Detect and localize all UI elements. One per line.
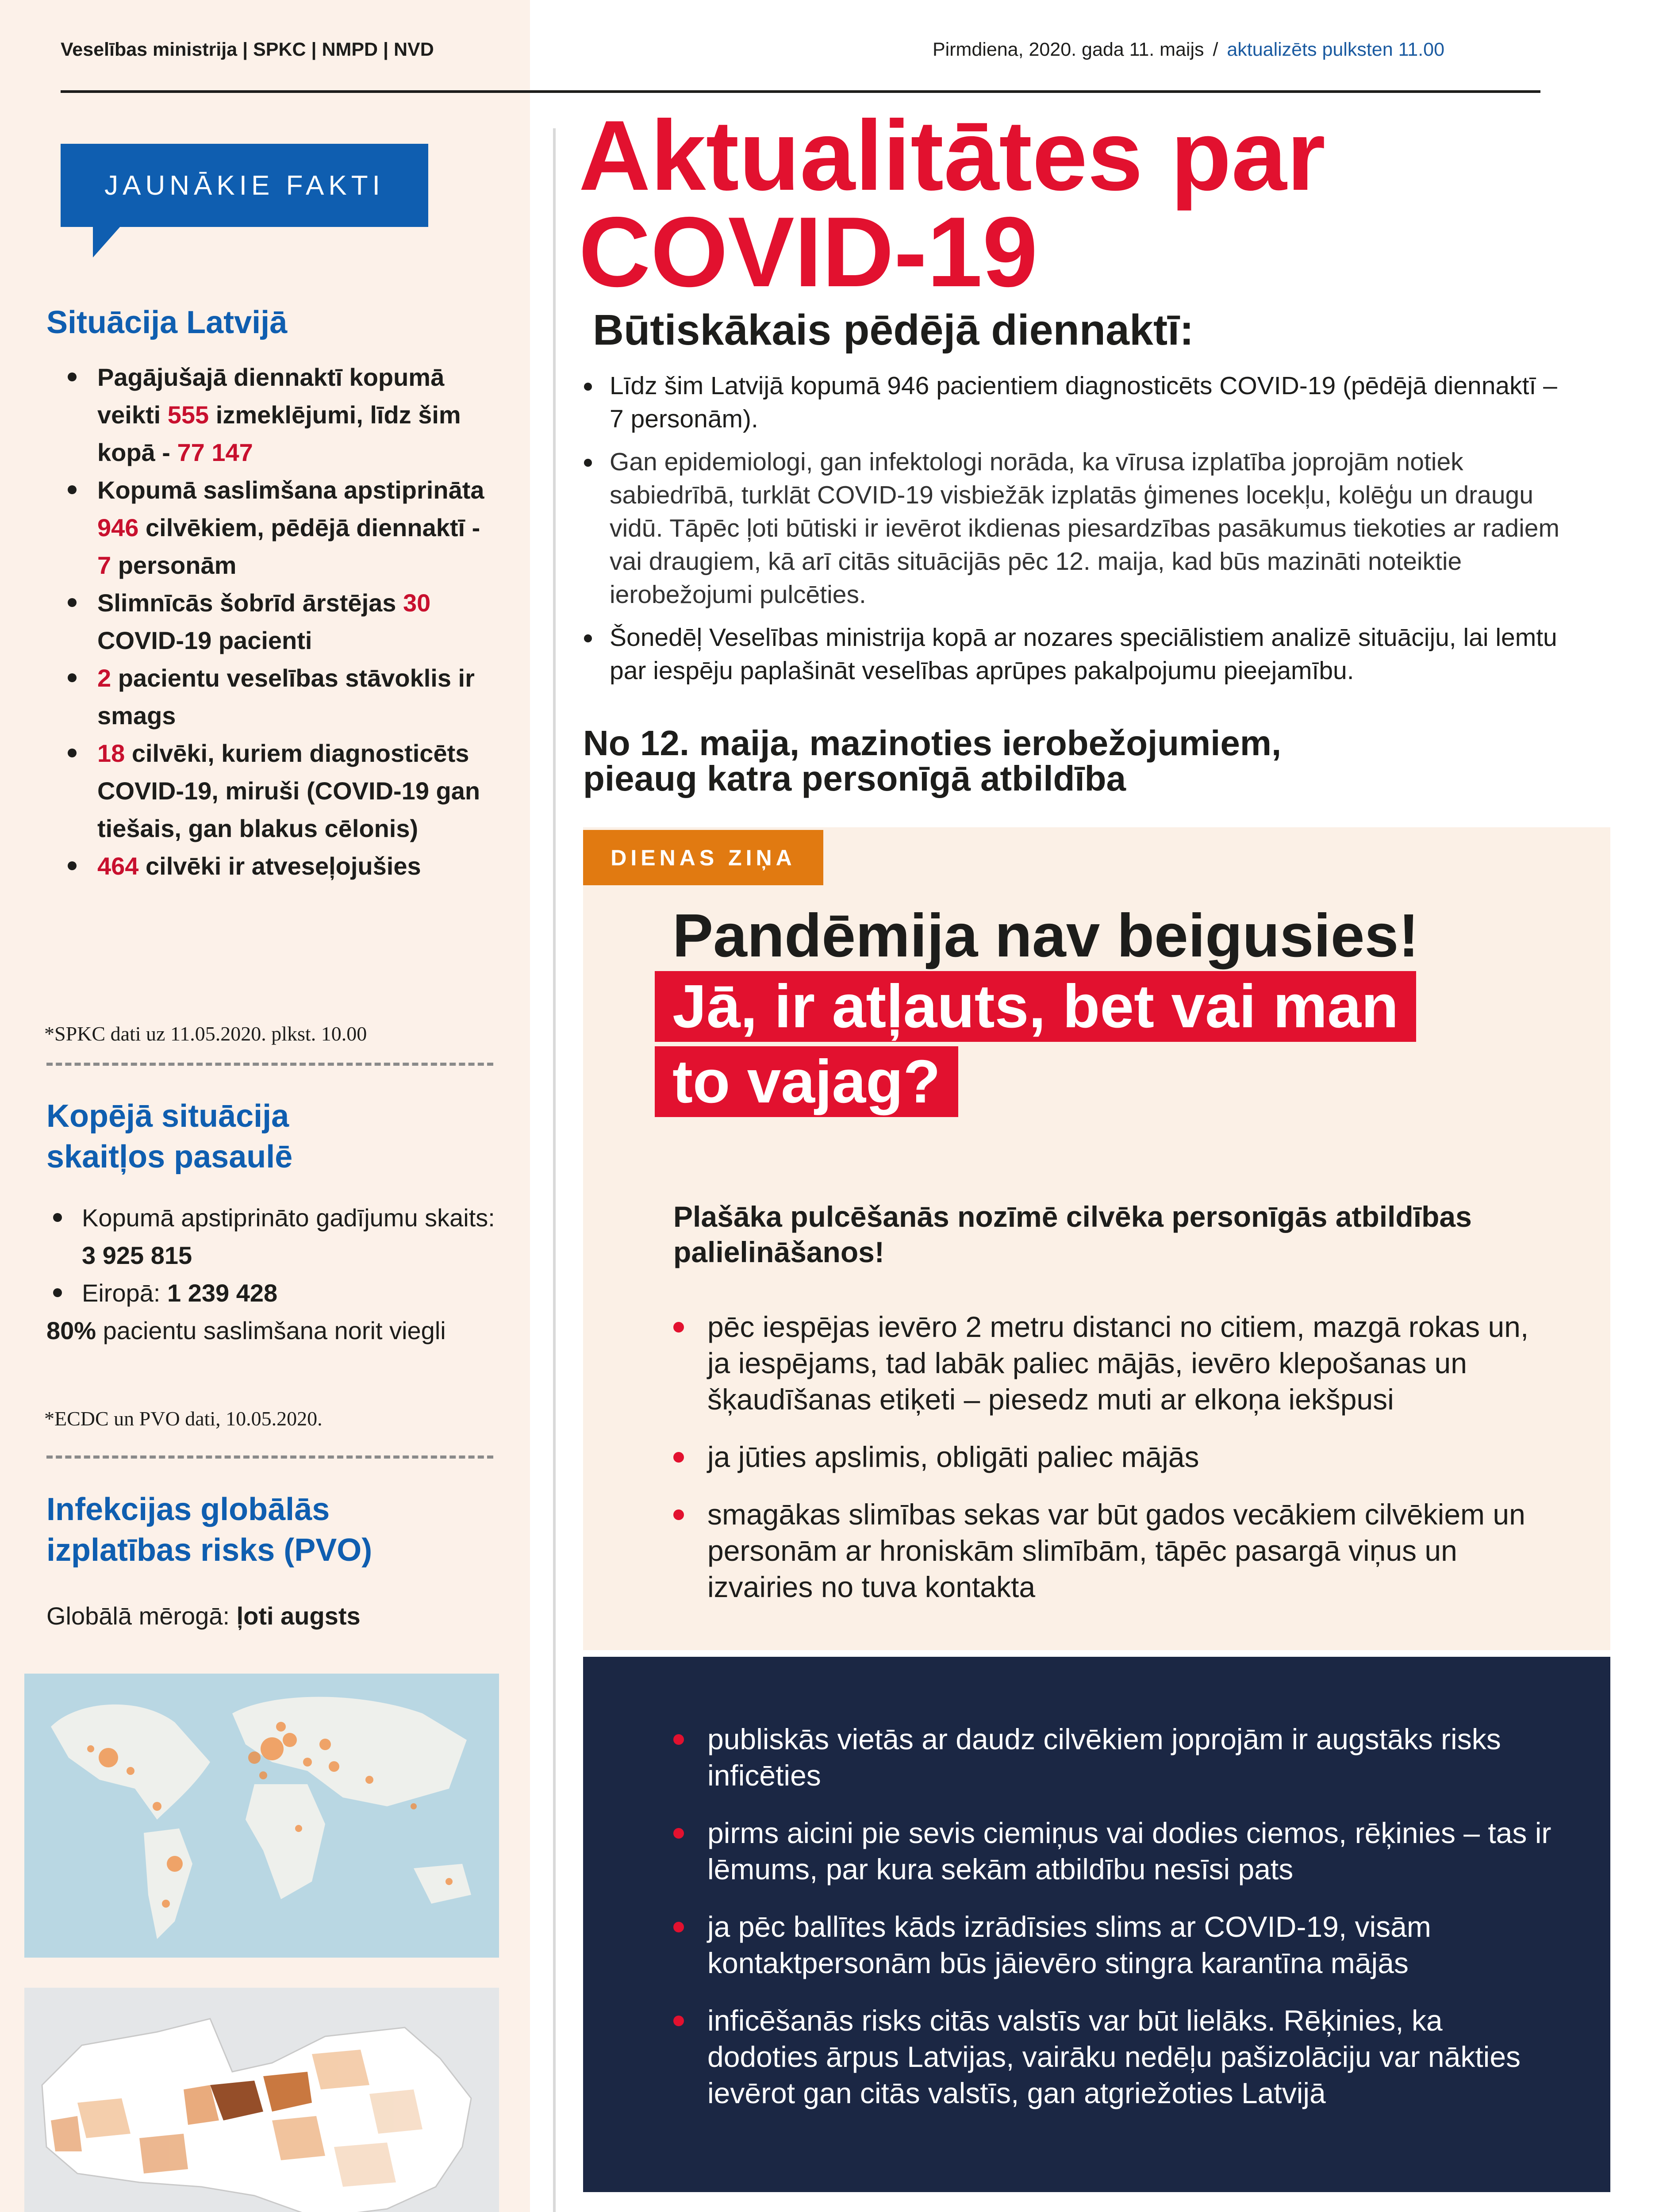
world-section-title: Kopējā situācija skaitļos pasaulē [46,1098,293,1175]
ecdc-source-note: *ECDC un PVO dati, 10.05.2020. [44,1407,323,1430]
advice-list [673,1309,1558,1626]
warning-item: ja pēc ballītes kāds izrādīsies slims ar COVID-19, visām kontaktpersonām būs jāievēro stingra karantīna mājās [673,1909,1558,1981]
news-tag: DIENAS ZIŅA [583,830,823,885]
news-headline: Pandēmija nav beigusies! [672,902,1419,970]
warning-item: pirms aicini pie sevis ciemiņus vai dodies ciemos, rēķinies – tas ir lēmums, par kura sekām atbildību nesīsi pats [673,1815,1558,1887]
latest-facts-badge: JAUNĀKIE FAKTI [61,144,428,227]
last-day-fact: Gan epidemiologi, gan infektologi norāda, ka vīrusa izplatība joprojām notiek sabiedrībā, turklāt COVID-19 visbiežāk izplatās ģimenes locekļu, kolēģu un draugu vidū. Tāpēc ļoti būtiski ir ievērot ikdienas piesardzības pasākumus tiekoties ar radiem vai draugiem, kā arī citās situācijās pēc 12. maija, kad būs mazināti noteiktie ierobežojumi pulcēties. [579,445,1574,611]
latvia-fact: 18 cilvēki, kuriem diagnosticēts COVID-19, miruši (COVID-19 gan tiešais, gan blakus cēlonis) [46,734,511,847]
warning-item: inficēšanās risks citās valstīs var būt lielāks. Rēķinies, ka dodoties ārpus Latvijas, vairāku nedēļu pašizolāciju var nākties ievērot gan citās valstīs, gan atgriežoties Latvijā [673,2002,1558,2111]
last-day-facts-list [579,369,1574,697]
latvia-section-title: Situācija Latvijā [46,305,288,340]
advice-item: smagākas slimības sekas var būt gados vecākiem cilvēkiem un personām ar hroniskām slimībām, tāpēc pasargā viņus un izvairies no tuva kontakta [673,1496,1558,1605]
badge-speech-tail [93,227,120,257]
latvia-fact: 2 pacientu veselības stāvoklis ir smags [46,659,511,734]
advice-item: ja jūties apslimis, obligāti paliec mājās [673,1439,1558,1475]
global-risk-level: Globālā mērogā: ļoti augsts [46,1602,361,1630]
column-divider [553,128,556,2212]
warning-list [673,1721,1558,2132]
last-day-fact: Līdz šim Latvijā kopumā 946 pacientiem diagnosticēts COVID-19 (pēdējā diennaktī – 7 personām). [579,369,1574,436]
responsibility-heading: No 12. maija, mazinoties ierobežojumiem, pieaug katra personīgā atbildība [583,723,1282,798]
world-facts-list [35,1199,500,1312]
latvia-facts-list [46,358,511,885]
dashed-divider [46,1063,493,1066]
header-updated: aktualizēts pulksten 11.00 [1227,39,1444,60]
warning-item: publiskās vietās ar daudz cilvēkiem joprojām ir augstāks risks inficēties [673,1721,1558,1793]
risk-section-title: Infekcijas globālās izplatības risks (PVO) [46,1492,373,1568]
header-date-line [933,39,1444,61]
header-rule [61,90,1540,93]
last-day-fact: Šonedēļ Veselības ministrija kopā ar nozares speciālistiem analizē situāciju, lai lemtu par iespēju paplašināt veselības aprūpes pakalpojumu pieejamību. [579,621,1574,687]
world-fact-europe: Eiropā: 1 239 428 [35,1274,500,1312]
latvia-fact: 464 cilvēki ir atveseļojušies [46,847,511,885]
dashed-divider [46,1455,493,1459]
advice-item: pēc iespējas ievēro 2 metru distanci no citiem, mazgā rokas un, ja iespējams, tad labāk paliec mājās, ievēro klepošanas un šķaudīšanas etiķeti – piesedz muti ar elkoņa iekšpusi [673,1309,1558,1417]
spkc-source-note: *SPKC dati uz 11.05.2020. plkst. 10.00 [44,1022,367,1045]
last-day-heading: Būtiskākais pēdējā diennaktī: [593,306,1194,354]
header-organizations: Veselības ministrija | SPKC | NMPD | NVD [61,39,434,60]
header-date: Pirmdiena, 2020. gada 11. maijs [933,39,1204,60]
header-separator: / [1213,39,1218,60]
page-title: Aktualitātes par COVID-19 [579,100,1326,307]
news-highlight-line-1: Jā, ir atļauts, bet vai man [655,971,1416,1042]
news-highlight-line-2: to vajag? [655,1046,958,1117]
world-spread-map [24,1674,499,1958]
latvia-fact: Slimnīcās šobrīd ārstējas 30 COVID-19 pacienti [46,584,511,659]
mild-cases-fact: 80% pacientu saslimšana norit viegli [46,1317,446,1344]
latvia-fact: Pagājušajā diennaktī kopumā veikti 555 izmeklējumi, līdz šim kopā - 77 147 [46,358,511,471]
latvia-municipality-map [24,1988,499,2212]
latvia-fact: Kopumā saslimšana apstiprināta 946 cilvēkiem, pēdējā diennaktī - 7 personām [46,471,511,584]
news-lead: Plašāka pulcēšanās nozīmē cilvēka personīgās atbildības palielināšanos! [673,1200,1472,1268]
world-fact-total: Kopumā apstiprināto gadījumu skaits: 3 925 815 [35,1199,500,1274]
